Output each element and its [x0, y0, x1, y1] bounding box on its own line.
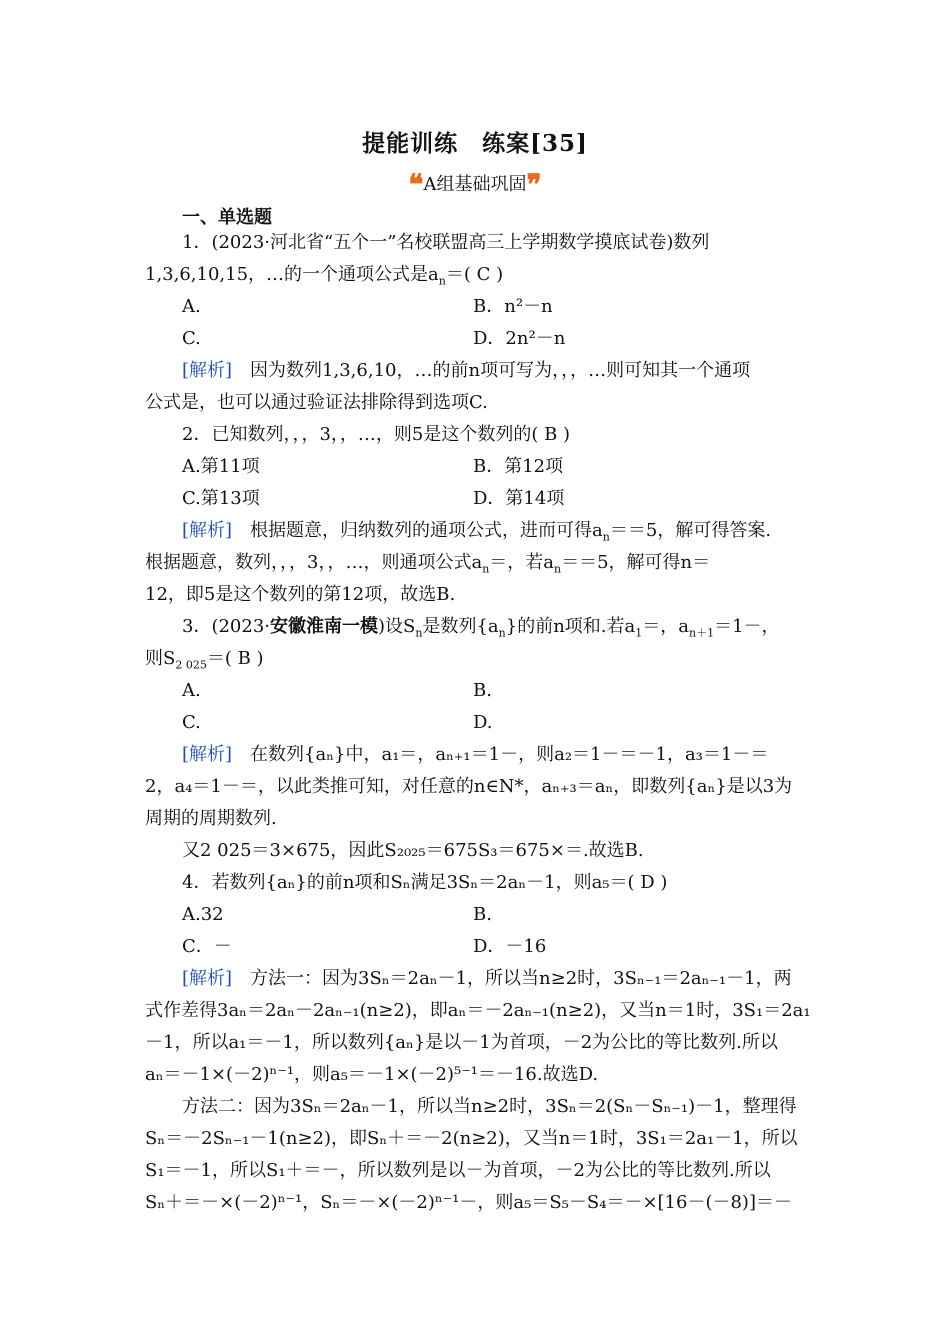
q4-method2-line4: Sₙ＋＝－×(－2)ⁿ⁻¹，Sₙ＝－×(－2)ⁿ⁻¹－，则a₅＝S₅－S₄＝－×[16－(－8)]＝－ [145, 1192, 792, 1213]
open-quote-icon: ❝ [408, 168, 424, 201]
q3-option-c: C. [182, 712, 201, 733]
q1-explanation-line2: 公式是，也可以通过验证法排除得到选项C. [145, 392, 488, 413]
q2-option-d: D．第14项 [473, 488, 565, 509]
q4-method2-line3: S₁＝－1，所以S₁＋＝－，所以数列是以－为首项，－2为公比的等比数列.所以 [145, 1160, 771, 1181]
q1-option-d: D．2n²－n [473, 328, 566, 349]
q1-option-a: A. [182, 296, 201, 317]
q1-stem-line1: 1．(2023·河北省“五个一”名校联盟高三上学期数学摸底试卷)数列 [182, 232, 710, 253]
q2-option-c: C.第13项 [182, 488, 260, 509]
q4-explanation-line3: －1，所以a₁＝－1，所以数列{aₙ}是以－1为首项，－2为公比的等比数列.所以 [145, 1032, 778, 1053]
q4-method2-line2: Sₙ＝－2Sₙ₋₁－1(n≥2)，即Sₙ＋＝－2(n≥2)，又当n＝1时，3S₁＝2a₁－1，所以 [145, 1128, 798, 1149]
q1-explanation-line1: [解析] 因为数列1,3,6,10，…的前n项可写为，，，…则可知其一个通项 [182, 360, 751, 381]
section-heading: 一、单选题 [182, 207, 272, 228]
q4-explanation-line1: [解析] 方法一：因为3Sₙ＝2aₙ－1，所以当n≥2时，3Sₙ₋₁＝2aₙ₋₁－1，两 [182, 968, 792, 989]
q3-explanation-line2: 2，a₄＝1－＝，以此类推可知，对任意的n∈N*，aₙ₊₃＝aₙ，即数列{aₙ}是以3为 [145, 776, 793, 797]
q2-explanation-line3: 12，即5是这个数列的第12项，故选B. [145, 584, 456, 605]
page-title: 提能训练 练案[35] [362, 130, 588, 157]
q3-option-a: A. [182, 680, 201, 701]
q2-option-b: B．第12项 [473, 456, 564, 477]
q4-option-d: D．－16 [473, 936, 547, 957]
q4-explanation-line4: aₙ＝－1×(－2)ⁿ⁻¹，则a₅＝－1×(－2)⁵⁻¹＝－16.故选D. [145, 1064, 599, 1085]
q3-stem-line1: 3．(2023·安徽淮南一模)设$S_n$是数列$\{a_n\}$的前n项和.若$a_1=$，$a_{n+1}=1-$， [182, 616, 780, 640]
q4-method2-line1: 方法二：因为3Sₙ＝2aₙ－1，所以当n≥2时，3Sₙ＝2(Sₙ－Sₙ₋₁)－1，整理得 [182, 1096, 797, 1117]
q3-explanation-line4: 又2 025＝3×675，因此S₂₀₂₅＝675S₃＝675×＝.故选B. [182, 840, 644, 861]
q4-option-b: B. [473, 904, 492, 925]
group-label: A组基础巩固 [423, 174, 527, 195]
q4-explanation-line2: 式作差得3aₙ＝2aₙ－2aₙ₋₁(n≥2)，即aₙ＝－2aₙ₋₁(n≥2)，又当n＝1时，3S₁＝2a₁ [145, 1000, 811, 1021]
q4-option-a: A.32 [182, 904, 224, 925]
q3-option-d: D. [473, 712, 493, 733]
q1-stem-line2: 1,3,6,10,15，…的一个通项公式是$a_n=$( C ) [145, 264, 504, 288]
close-quote-icon: ❞ [526, 168, 542, 201]
q2-stem: 2．已知数列，，，3，，…，则5是这个数列的( B ) [182, 424, 571, 445]
q2-explanation-line2: 根据题意，数列，，，3，，…，则通项公式$a_n=$，若$a_n==5$，解可得n＝ [145, 552, 711, 576]
q3-stem-line2: 则$S_{2 025}=$( B ) [145, 648, 264, 672]
q3-explanation-line1: [解析] 在数列{aₙ}中，a₁＝，aₙ₊₁＝1－，则a₂＝1－＝－1，a₃＝1－＝ [182, 744, 769, 765]
q1-option-b: B．n²－n [473, 296, 553, 317]
q4-stem: 4．若数列{aₙ}的前n项和Sₙ满足3Sₙ＝2aₙ－1，则a₅＝( D ) [182, 872, 668, 893]
q3-option-b: B. [473, 680, 492, 701]
group-heading [0, 168, 950, 201]
q1-option-c: C. [182, 328, 201, 349]
q2-option-a: A.第11项 [182, 456, 260, 477]
explanation-tag: [解析] [182, 360, 233, 381]
q3-explanation-line3: 周期的周期数列. [145, 808, 277, 829]
q4-option-c: C．－ [182, 936, 232, 957]
q2-explanation-line1: [解析] 根据题意，归纳数列的通项公式，进而可得$a_n==5$，解可得答案. [182, 520, 772, 544]
